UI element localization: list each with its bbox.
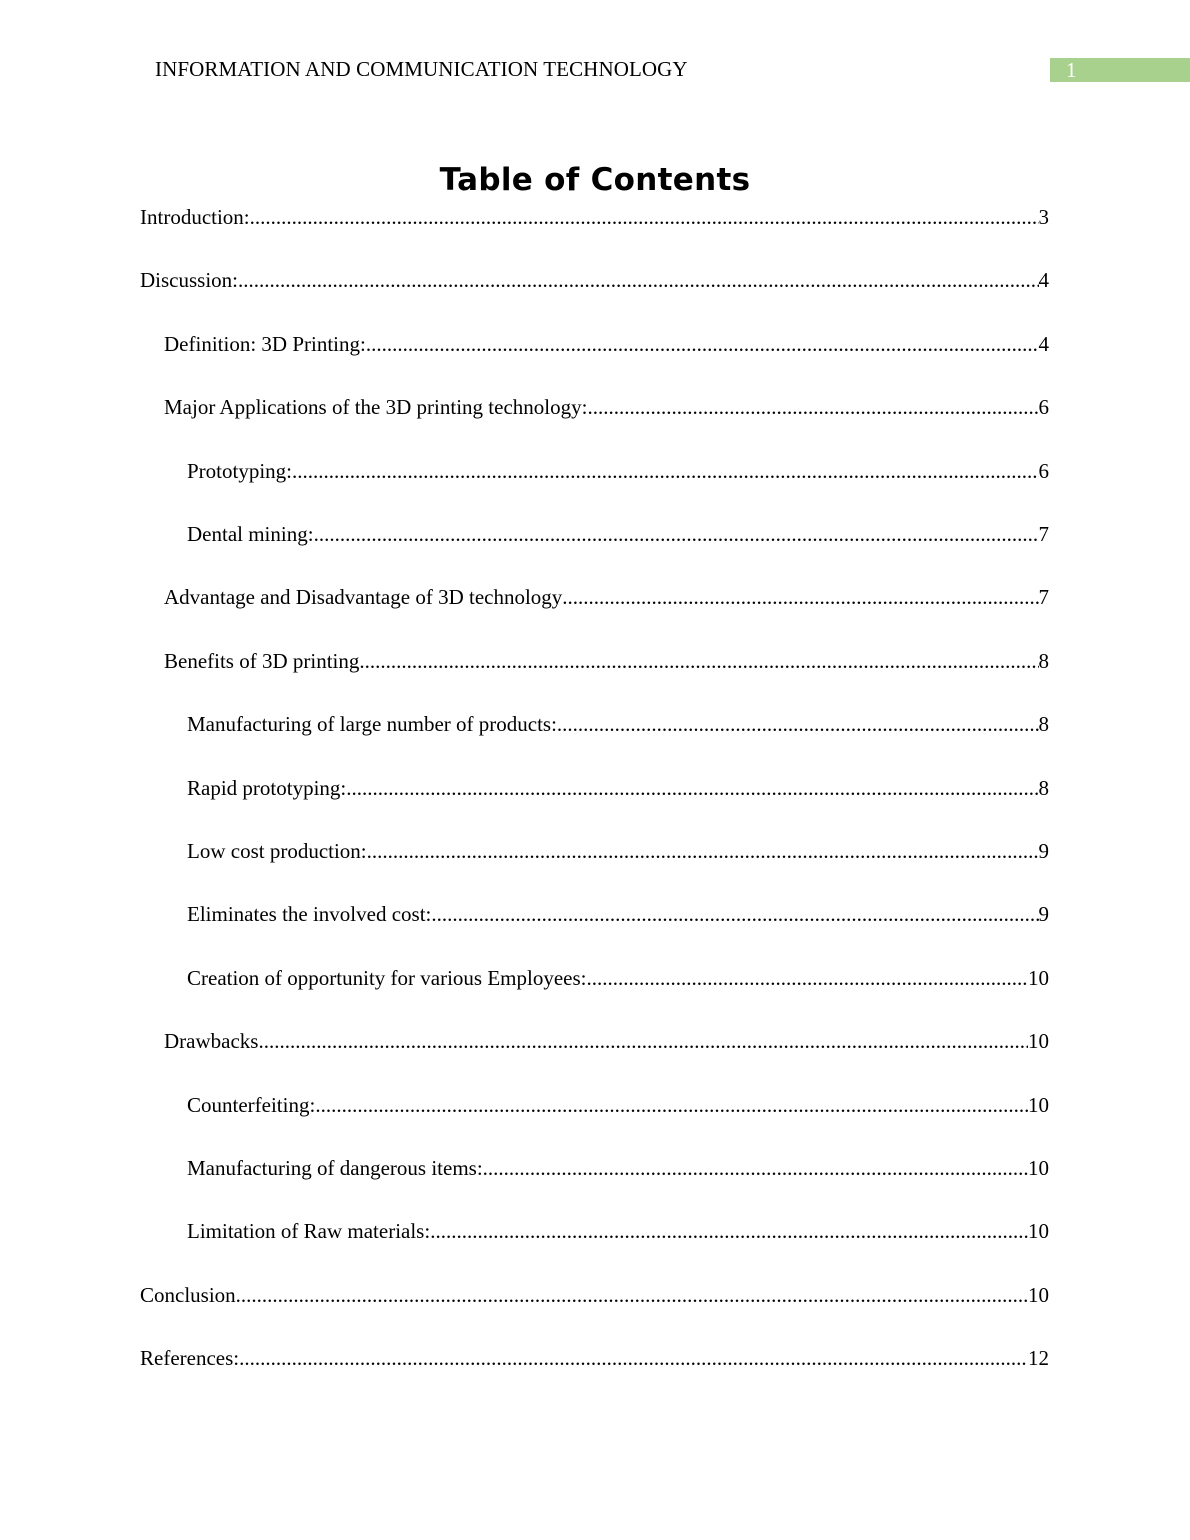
toc-entry[interactable]	[164, 646, 1049, 676]
toc-dot-leader	[366, 329, 1039, 359]
toc-entry[interactable]	[140, 265, 1049, 295]
toc-heading: Table of Contents	[439, 162, 751, 198]
toc-entry-page-number: 9	[1038, 902, 1049, 927]
toc-entry[interactable]	[187, 773, 1049, 803]
toc-dot-leader	[239, 1343, 1028, 1373]
page-number: 1	[1066, 58, 1077, 82]
toc-entry[interactable]	[187, 1090, 1049, 1120]
toc-dot-leader	[346, 773, 1038, 803]
toc-dot-leader	[587, 963, 1028, 993]
toc-entry-page-number: 8	[1038, 648, 1049, 673]
toc-entry[interactable]	[187, 709, 1049, 739]
toc-entry-title: Counterfeiting:	[187, 1092, 316, 1117]
toc-entry-page-number: 10	[1028, 965, 1049, 990]
toc-entry-title: References:	[140, 1346, 240, 1371]
toc-entry-page-number: 10	[1028, 1029, 1049, 1054]
toc-dot-leader	[483, 1153, 1028, 1183]
toc-dot-leader	[359, 646, 1038, 676]
toc-entry[interactable]	[164, 1026, 1049, 1056]
toc-entry-page-number: 6	[1038, 458, 1049, 483]
toc-entry[interactable]	[164, 582, 1049, 612]
toc-dot-leader	[431, 899, 1038, 929]
toc-entry-title: Benefits of 3D printing	[164, 648, 360, 673]
toc-entry[interactable]	[140, 202, 1049, 232]
toc-entry-page-number: 3	[1038, 205, 1049, 229]
toc-dot-leader	[367, 836, 1039, 866]
toc-dot-leader	[430, 1216, 1028, 1246]
toc-entry-page-number: 9	[1038, 839, 1049, 863]
toc-entry-title: Creation of opportunity for various Employees:	[187, 965, 587, 990]
toc-entry-title: Low cost production:	[187, 839, 367, 863]
toc-entry-page-number: 7	[1038, 522, 1049, 546]
toc-dot-leader	[292, 456, 1038, 486]
toc-dot-leader	[587, 392, 1038, 422]
toc-entry-title: Prototyping:	[187, 458, 293, 483]
toc-entry[interactable]	[187, 1216, 1049, 1246]
toc-entry-page-number: 7	[1038, 585, 1049, 610]
toc-entry-title: Advantage and Disadvantage of 3D technology	[164, 585, 563, 610]
toc-dot-leader	[557, 709, 1039, 739]
running-header-title: INFORMATION AND COMMUNICATION TECHNOLOGY	[155, 57, 688, 81]
toc-dot-leader	[236, 1280, 1028, 1310]
toc-entry-page-number: 10	[1028, 1282, 1049, 1307]
toc-entry-title: Discussion:	[140, 268, 239, 293]
toc-entry-title: Rapid prototyping:	[187, 775, 347, 800]
toc-entry[interactable]	[140, 1343, 1049, 1373]
toc-entry-page-number: 10	[1028, 1219, 1049, 1244]
toc-entry[interactable]	[140, 1280, 1049, 1310]
toc-dot-leader	[315, 1090, 1028, 1120]
toc-entry[interactable]	[187, 836, 1049, 866]
toc-entry-page-number: 8	[1038, 775, 1049, 800]
toc-entry-title: Limitation of Raw materials:	[187, 1219, 431, 1244]
toc-dot-leader	[250, 202, 1039, 232]
toc-entry-page-number: 6	[1038, 395, 1049, 420]
toc-entry-title: Drawbacks	[164, 1029, 259, 1054]
toc-entry-page-number: 4	[1038, 268, 1049, 293]
toc-entry-title: Introduction:	[140, 205, 250, 229]
toc-entry-page-number: 12	[1028, 1346, 1049, 1371]
toc-entry-page-number: 10	[1028, 1156, 1049, 1180]
toc-dot-leader	[562, 582, 1038, 612]
toc-entry-title: Conclusion	[140, 1282, 236, 1307]
toc-entry[interactable]	[187, 899, 1049, 929]
toc-entry-title: Eliminates the involved cost:	[187, 902, 432, 927]
toc-entry-title: Manufacturing of large number of products:	[187, 712, 557, 737]
toc-dot-leader	[314, 519, 1039, 549]
toc-dot-leader	[258, 1026, 1028, 1056]
toc-entry[interactable]	[164, 329, 1049, 359]
toc-entry-title: Manufacturing of dangerous items:	[187, 1156, 483, 1180]
toc-entry[interactable]	[164, 392, 1049, 422]
toc-entry[interactable]	[187, 963, 1049, 993]
toc-entry[interactable]	[187, 519, 1049, 549]
toc-entry-title: Dental mining:	[187, 522, 314, 546]
toc-entry-page-number: 4	[1038, 331, 1049, 356]
toc-entry-title: Definition: 3D Printing:	[164, 331, 366, 356]
toc-entry-page-number: 8	[1038, 712, 1049, 737]
toc-dot-leader	[238, 265, 1038, 295]
toc-entry-title: Major Applications of the 3D printing technology:	[164, 395, 588, 420]
toc-entry[interactable]	[187, 1153, 1049, 1183]
toc-entry[interactable]	[187, 456, 1049, 486]
toc-entry-page-number: 10	[1028, 1092, 1049, 1117]
